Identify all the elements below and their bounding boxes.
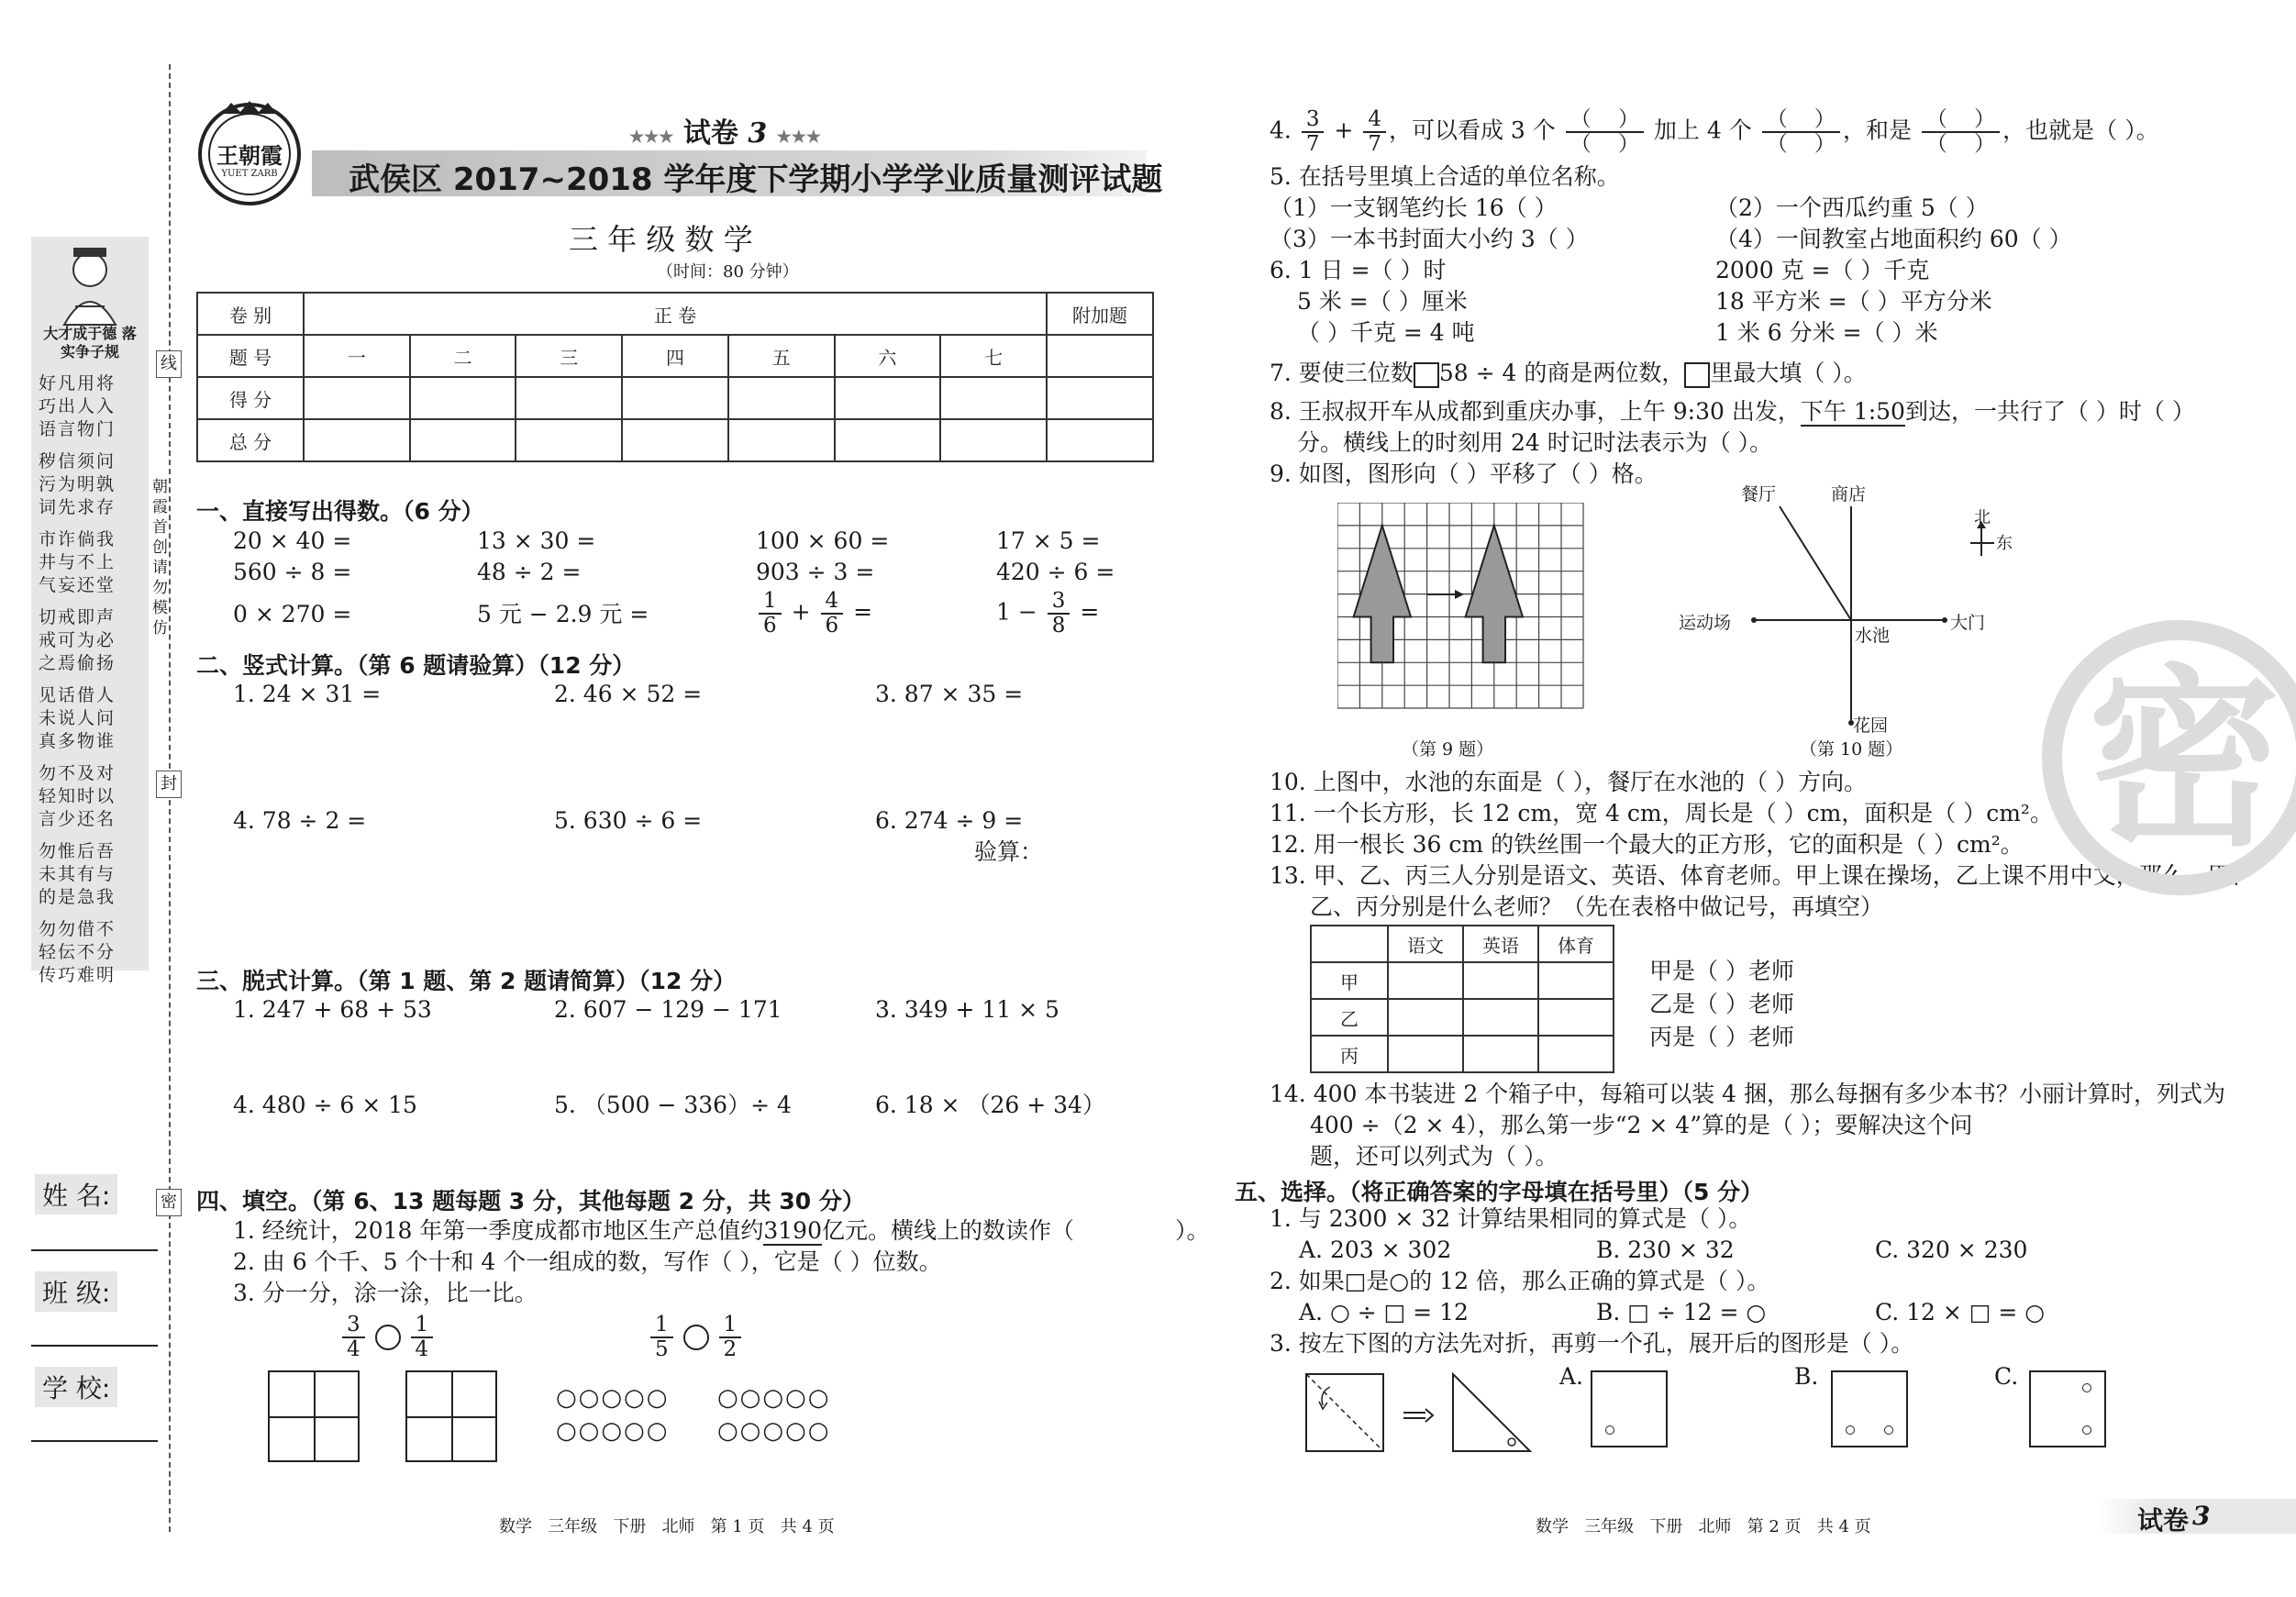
- fill-question-9: 9. 如图，图形向（ ）平移了（ ）格。: [1270, 460, 1658, 487]
- binding-seal-label: 封: [156, 771, 182, 798]
- sidebar: [31, 237, 149, 985]
- question-number: 二: [410, 335, 516, 377]
- vertical-calc-item: 5. 630 ÷ 6 =: [554, 807, 703, 834]
- logic-cell[interactable]: [1538, 999, 1614, 1036]
- fill-question-3: 3. 分一分，涂一涂，比一比。: [233, 1280, 538, 1306]
- figure-10-caption: （第 10 题）: [1800, 739, 1903, 760]
- choice-option[interactable]: B. □ ÷ 12 = ○: [1596, 1299, 1767, 1325]
- fill-question-8: 8. 王叔叔开车从成都到重庆办事，上午 9:30 出发，下午 1:50到达，一共行了（ ）时（ ）: [1270, 398, 2195, 425]
- name-label: 姓 名:: [35, 1174, 117, 1214]
- fill-question-1: 1. 经统计，2018 年第一季度成都市地区生产总值约3190亿元。横线上的数读作（ ）。: [233, 1217, 1210, 1244]
- verse-line: 巧出人入: [39, 396, 116, 416]
- mental-math-item: 5 元 − 2.9 元 =: [477, 601, 649, 627]
- step-calc-item: 4. 480 ÷ 6 × 15: [233, 1092, 417, 1118]
- class-label: 班 级:: [35, 1271, 117, 1312]
- fill-question-12: 12. 用一根长 36 cm 的铁丝围一个最大的正方形，它的面积是（ ）cm²。: [1270, 831, 2024, 858]
- score-cell[interactable]: [304, 419, 410, 461]
- conversion-item: 2000 克 =（ ）千克: [1715, 257, 1930, 283]
- score-table: [196, 292, 1154, 462]
- mental-math-item: 560 ÷ 8 =: [233, 559, 352, 585]
- stars-left: ★★★: [629, 128, 674, 147]
- logic-cell[interactable]: [1463, 1036, 1538, 1072]
- subject-title: 三 年 级 数 学: [569, 222, 753, 257]
- compare-circle[interactable]: [375, 1325, 401, 1350]
- verse-line: 戒可为必: [39, 630, 116, 650]
- quarter-square-left[interactable]: [268, 1370, 360, 1462]
- conversion-item: 5 米 =（ ）厘米: [1297, 288, 1468, 315]
- question-number: 七: [940, 335, 1047, 377]
- score-cell[interactable]: [410, 377, 516, 419]
- logic-table-row-label: 丙: [1311, 1036, 1388, 1072]
- fill-question-14: 14. 400 本书装进 2 个箱子中，每箱可以装 4 捆，那么每捆有多少本书？小丽计算时，列式为: [1270, 1081, 2225, 1107]
- choice-option-a-label[interactable]: A.: [1559, 1363, 1584, 1390]
- score-cell[interactable]: [835, 377, 941, 419]
- fraction: $\frac{3}{8}$: [1048, 590, 1070, 638]
- figure-9-grid: [1337, 503, 1585, 714]
- logic-table: [1310, 925, 1614, 1073]
- fill-question-5: 5. 在括号里填上合适的单位名称。: [1270, 163, 1620, 190]
- fill-question-4: 4. $\frac{3}{7}$ + $\frac{4}{7}$ ，可以看成 3 个 $\frac{( )}{( )}$ 加上 4 个 $\frac{( )}{( )}$ ，和是 $\frac{( )}{( )}$ ，也就是（ ）。: [1270, 107, 2159, 156]
- logo-subtext: YUET ZARB: [221, 169, 278, 179]
- vertical-calc-item: 6. 274 ÷ 9 =: [875, 807, 1024, 834]
- verse-line: 好凡用将: [39, 373, 116, 394]
- score-cell[interactable]: [622, 419, 728, 461]
- paper-label-number: 3: [748, 117, 768, 150]
- verse-line: 未说人问: [39, 708, 116, 728]
- teacher-answer: 甲是（ ）老师: [1649, 958, 1794, 984]
- fraction: $\frac{4}{6}$: [821, 590, 844, 638]
- score-cell[interactable]: [728, 419, 835, 461]
- answer-fraction-blank[interactable]: $\frac{( )}{( )}$: [1762, 108, 1840, 156]
- choice-option-c-figure[interactable]: [2029, 1370, 2106, 1447]
- compare-fractions-b: $\frac{1}{5}$ $\frac{1}{2}$: [648, 1314, 744, 1361]
- fold-diagram: [1303, 1369, 1541, 1464]
- mental-math-item: 20 × 40 =: [233, 527, 352, 554]
- choice-option-b-label[interactable]: B.: [1794, 1363, 1819, 1390]
- verse-line: 的是急我: [39, 887, 116, 907]
- compass-north: 北: [1974, 508, 1991, 527]
- section-3-heading: 三、脱式计算。（第 1 题、第 2 题请简算）（12 分）: [196, 968, 737, 994]
- choice-option-c-label[interactable]: C.: [1994, 1363, 2019, 1390]
- unit-item: （3）一本书封面大小约 3（ ）: [1270, 226, 1589, 252]
- question-number: 三: [516, 335, 622, 377]
- verse-line: 勿勿借不: [39, 919, 116, 939]
- score-cell[interactable]: [1047, 377, 1153, 419]
- teacher-answer: 丙是（ ）老师: [1649, 1024, 1794, 1050]
- score-cell[interactable]: [304, 377, 410, 419]
- step-calc-item: 3. 349 + 11 × 5: [875, 996, 1059, 1023]
- logic-table-header: 英语: [1463, 926, 1538, 962]
- choice-question-2: 2. 如果□是○的 12 倍，那么正确的算式是（ ）。: [1270, 1268, 1770, 1294]
- score-cell[interactable]: [940, 377, 1047, 419]
- question-number: 一: [304, 335, 410, 377]
- fill-question-8-cont: 分。横线上的时刻用 24 时记时法表示为（ ）。: [1297, 429, 1773, 456]
- secret-watermark: 密: [2042, 620, 2296, 895]
- mental-math-fraction-item: $\frac{1}{6}$ + $\frac{4}{6}$ =: [756, 590, 872, 638]
- conversion-item: 18 平方米 =（ ）平方分米: [1715, 288, 1992, 315]
- score-cell[interactable]: [835, 419, 941, 461]
- digit-box[interactable]: [1684, 362, 1710, 388]
- score-table-label: 得 分: [197, 377, 304, 419]
- choice-question-3: 3. 按左下图的方法先对折，再剪一个孔，展开后的图形是（ ）。: [1270, 1330, 1914, 1357]
- step-calc-item: 2. 607 − 129 − 171: [554, 996, 782, 1023]
- mental-math-fraction-item: 1 − $\frac{3}{8}$ =: [996, 589, 1100, 638]
- verse-line: 井与不上: [39, 552, 116, 572]
- fill-question-2: 2. 由 6 个千、5 个十和 4 个一组成的数，写作（ ），它是（ ）位数。: [233, 1248, 942, 1275]
- map-label-huayuan: 花园: [1853, 715, 1889, 736]
- choice-option[interactable]: C. 12 × □ = ○: [1875, 1299, 2046, 1325]
- fill-question-14-cont: 400 ÷（2 × 4），那么第一步“2 × 4”算的是（ ）；要解决这个问: [1310, 1112, 1973, 1138]
- paper-label-text: 试卷: [682, 117, 738, 150]
- vertical-calc-item: 2. 46 × 52 =: [554, 681, 703, 707]
- score-cell[interactable]: [410, 419, 516, 461]
- verse-line: 言少还名: [39, 809, 116, 829]
- fill-question-10: 10. 上图中，水池的东面是（ ），餐厅在水池的（ ）方向。: [1270, 769, 1868, 795]
- score-cell[interactable]: [1047, 335, 1153, 377]
- fraction: $\frac{1}{6}$: [759, 590, 782, 638]
- footer-tag: [2097, 1499, 2296, 1534]
- logic-cell[interactable]: [1538, 962, 1614, 999]
- school-label: 学 校:: [35, 1367, 117, 1407]
- verse-line: 见话借人: [39, 685, 116, 705]
- class-input-line[interactable]: [31, 1345, 158, 1347]
- mental-math-item: 17 × 5 =: [996, 527, 1101, 554]
- step-calc-item: 6. 18 × （26 + 34）: [875, 1092, 1105, 1118]
- score-table-label: 卷 别: [197, 293, 304, 335]
- binding-secret-label: 密: [156, 1189, 182, 1216]
- answer-fraction-blank[interactable]: $\frac{( )}{( )}$: [1922, 108, 2000, 156]
- logic-cell[interactable]: [1463, 962, 1538, 999]
- teacher-answer: 乙是（ ）老师: [1649, 991, 1794, 1017]
- choice-question-1: 1. 与 2300 × 32 计算结果相同的算式是（ ）。: [1270, 1205, 1752, 1232]
- verse-line: 勿惟后吾: [39, 841, 116, 861]
- score-table-label: 总 分: [197, 419, 304, 461]
- compare-fractions-a: $\frac{3}{4}$ $\frac{1}{4}$: [339, 1314, 436, 1361]
- check-label: 验算：: [974, 838, 1044, 865]
- name-input-line[interactable]: [31, 1249, 158, 1251]
- scholar-illustration: [44, 242, 136, 330]
- question-number: 六: [835, 335, 941, 377]
- footer-left: 数学 三年级 下册 北师 第 1 页 共 4 页: [499, 1517, 835, 1536]
- paper-label: [629, 110, 821, 150]
- fill-question-13-cont: 乙、丙分别是什么老师？（先在表格中做记号，再填空）: [1310, 893, 1884, 920]
- arrow-shape-translated: [1466, 526, 1523, 662]
- verse-line: 词先求存: [39, 497, 116, 517]
- circle-group-left[interactable]: ○○○○○ ○○○○○: [556, 1384, 670, 1445]
- compare-circle[interactable]: [683, 1325, 709, 1350]
- choice-option[interactable]: A. ○ ÷ □ = 12: [1299, 1299, 1469, 1325]
- stars-right: ★★★: [776, 128, 822, 147]
- logic-cell[interactable]: [1463, 999, 1538, 1036]
- section-1-heading: 一、直接写出得数。（6 分）: [196, 498, 484, 525]
- unit-item: （2）一个西瓜约重 5（ ）: [1715, 194, 1989, 221]
- choice-option-a-figure[interactable]: [1591, 1370, 1668, 1447]
- section-5-heading: 五、选择。（将正确答案的字母填在括号里）（5 分）: [1235, 1179, 1764, 1205]
- vertical-calc-item: 4. 78 ÷ 2 =: [233, 807, 367, 834]
- verse-line: 真多物谁: [39, 731, 116, 751]
- logic-table-row-label: 乙: [1311, 999, 1388, 1036]
- mental-math-item: 48 ÷ 2 =: [477, 559, 582, 585]
- footer-right: 数学 三年级 下册 北师 第 2 页 共 4 页: [1536, 1517, 1871, 1536]
- fill-question-11: 11. 一个长方形，长 12 cm，宽 4 cm，周长是（ ）cm，面积是（ ）cm²。: [1270, 800, 2053, 826]
- logic-table-header: 语文: [1388, 926, 1463, 962]
- logic-table-corner: [1311, 926, 1388, 962]
- step-calc-item: 1. 247 + 68 + 53: [233, 996, 432, 1023]
- logic-table-header: 体育: [1538, 926, 1614, 962]
- figure-9-caption: （第 9 题）: [1402, 739, 1494, 760]
- verse-line: 秽信须问: [39, 451, 116, 471]
- mental-math-item: 13 × 30 =: [477, 527, 596, 554]
- score-table-extra: 附加题: [1047, 293, 1153, 335]
- verse-line: 切戒即声: [39, 607, 116, 627]
- verse-line: 市诈倘我: [39, 529, 116, 549]
- quarter-square-right[interactable]: [405, 1370, 497, 1462]
- logo-text: 王朝霞: [216, 142, 283, 169]
- map-label-shuichi: 水池: [1855, 626, 1891, 646]
- brand-logo: [194, 97, 305, 207]
- binding-note: 朝霞首创 请勿模仿: [152, 478, 168, 638]
- score-table-label: 题 号: [197, 335, 304, 377]
- mental-math-item: 100 × 60 =: [756, 527, 890, 554]
- figure-10-map: [1679, 486, 2046, 743]
- right-arrow-icon: [1455, 590, 1464, 599]
- choice-option[interactable]: B. 230 × 32: [1596, 1237, 1735, 1263]
- verse-line: 未其有与: [39, 864, 116, 884]
- logic-cell[interactable]: [1538, 1036, 1614, 1072]
- section-2-heading: 二、竖式计算。（第 6 题请验算）（12 分）: [196, 652, 636, 679]
- conversion-item: 1 米 6 分米 =（ ）米: [1715, 319, 1938, 346]
- compass-east: 东: [1996, 534, 2013, 553]
- logic-cell[interactable]: [1388, 962, 1463, 999]
- question-number: 五: [728, 335, 835, 377]
- question-number: 四: [622, 335, 728, 377]
- binding-line-label: 线: [156, 350, 182, 378]
- score-cell[interactable]: [516, 377, 622, 419]
- exam-time: （时间：80 分钟）: [657, 262, 799, 282]
- vertical-calc-item: 3. 87 × 35 =: [875, 681, 1024, 707]
- mental-math-item: 420 ÷ 6 =: [996, 559, 1115, 585]
- verse-line: 污为明孰: [39, 474, 116, 494]
- choice-option[interactable]: A. 203 × 302: [1299, 1237, 1452, 1263]
- map-label-damen: 大门: [1950, 613, 1986, 633]
- conversion-item: （ ）千克 = 4 吨: [1297, 319, 1475, 346]
- footer-tag-text: 试卷: [2137, 1505, 2190, 1536]
- map-label-shangdian: 商店: [1831, 484, 1867, 505]
- score-cell[interactable]: [622, 377, 728, 419]
- sidebar-verses: [39, 372, 143, 987]
- choice-option-b-figure[interactable]: [1831, 1370, 1908, 1447]
- verse-line: 轻知时以: [39, 786, 116, 806]
- verse-line: 语言物门: [39, 419, 116, 439]
- sidebar-motto: 大才成于德 落实争子规: [43, 325, 137, 360]
- mental-math-item: 0 × 270 =: [233, 601, 352, 627]
- double-arrow-icon: [1425, 1409, 1433, 1422]
- fill-question-13: 13. 甲、乙、丙三人分别是语文、英语、体育老师。甲上课在操场，乙上课不用中文，那么，甲、: [1270, 862, 2254, 889]
- logic-cell[interactable]: [1388, 999, 1463, 1036]
- arrow-shape-original: [1354, 526, 1411, 662]
- conversion-item: 6. 1 日 =（ ）时: [1270, 257, 1447, 283]
- score-cell[interactable]: [940, 419, 1047, 461]
- footer-tag-number: 3: [2192, 1501, 2211, 1531]
- verse-line: 轻伝不分: [39, 942, 116, 962]
- step-calc-item: 5. （500 − 336）÷ 4: [554, 1092, 792, 1118]
- verse-line: 之焉偷扬: [39, 653, 116, 673]
- logic-table-row-label: 甲: [1311, 962, 1388, 999]
- verse-line: 勿不及对: [39, 763, 116, 783]
- unit-item: （1）一支钢笔约长 16（ ）: [1270, 194, 1558, 221]
- exam-title: 武侯区 2017~2018 学年度下学期小学学业质量测评试题: [349, 161, 1163, 198]
- score-cell[interactable]: [1047, 419, 1153, 461]
- fill-question-7: 7. 要使三位数 58 ÷ 4 的商是两位数， 里最大填（ ）。: [1270, 360, 1867, 386]
- fill-question-14-cont: 题，还可以列式为（ ）。: [1310, 1143, 1558, 1170]
- choice-option[interactable]: C. 320 × 230: [1875, 1237, 2028, 1263]
- school-input-line[interactable]: [31, 1440, 158, 1442]
- vertical-calc-item: 1. 24 × 31 =: [233, 681, 382, 707]
- map-label-yundongchang: 运动场: [1679, 613, 1732, 633]
- score-table-main: 正 卷: [304, 293, 1047, 335]
- score-cell[interactable]: [728, 377, 835, 419]
- mental-math-item: 903 ÷ 3 =: [756, 559, 875, 585]
- circle-group-right[interactable]: ○○○○○ ○○○○○: [717, 1384, 831, 1445]
- digit-box[interactable]: [1414, 362, 1439, 388]
- section-4-heading: 四、填空。（第 6、13 题每题 3 分，其他每题 2 分，共 30 分）: [196, 1188, 865, 1214]
- answer-fraction-blank[interactable]: $\frac{( )}{( )}$: [1566, 108, 1644, 156]
- score-cell[interactable]: [516, 419, 622, 461]
- logic-cell[interactable]: [1388, 1036, 1463, 1072]
- binding-dashed-line: [169, 64, 171, 1532]
- verse-line: 气妄还堂: [39, 575, 116, 595]
- verse-line: 传巧难明: [39, 965, 116, 985]
- map-label-canting: 餐厅: [1741, 484, 1777, 505]
- unit-item: （4）一间教室占地面积约 60（ ）: [1715, 226, 2072, 252]
